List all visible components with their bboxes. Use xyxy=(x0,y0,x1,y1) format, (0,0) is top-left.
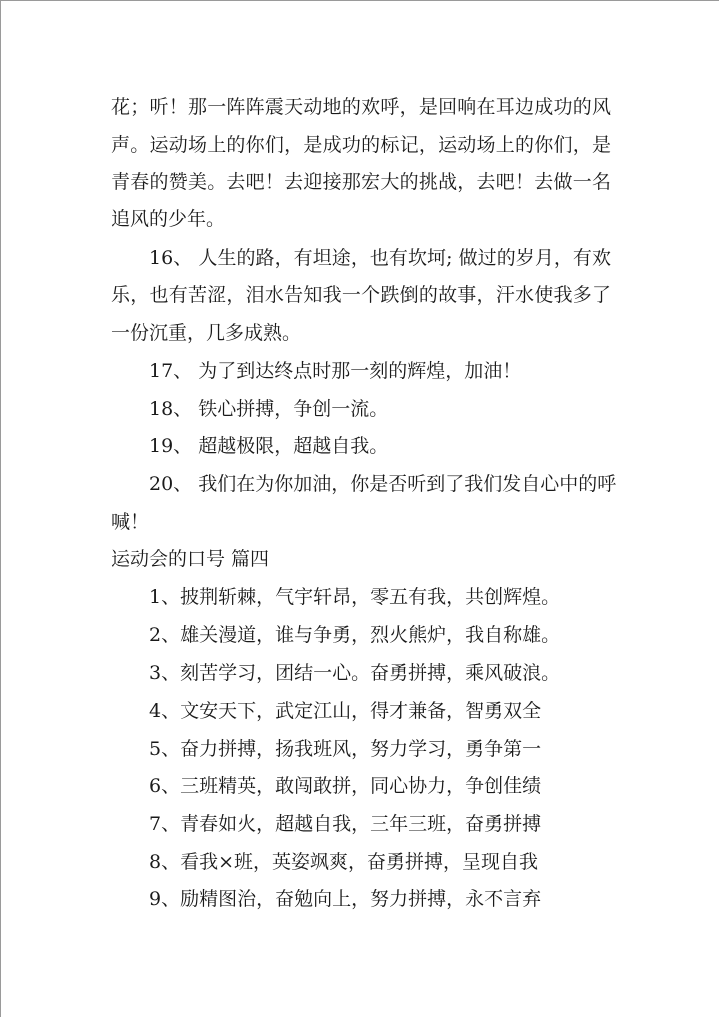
slogan-19: 19、 超越极限，超越自我。 xyxy=(149,435,389,457)
slogan-16-line-2: 乐，也有苦涩，泪水告知我一个跌倒的故事，汗水使我多了 xyxy=(111,284,611,306)
list-item: 5、奋力拼搏，扬我班风，努力学习，勇争第一 xyxy=(149,738,542,760)
text-line: 花；听！那一阵阵震天动地的欢呼，是回响在耳边成功的风 xyxy=(111,96,611,118)
slogan-17: 17、 为了到达终点时那一刻的辉煌，加油！ xyxy=(149,360,522,382)
text-line: 青春的赞美。去吧！去迎接那宏大的挑战，去吧！去做一名 xyxy=(111,171,611,193)
list-item: 7、青春如火，超越自我，三年三班，奋勇拼搏 xyxy=(149,813,542,835)
list-item: 6、三班精英，敢闯敢拼，同心协力，争创佳绩 xyxy=(149,775,542,797)
section-heading: 运动会的口号 篇四 xyxy=(111,548,270,570)
slogan-16-line-3: 一份沉重，几多成熟。 xyxy=(111,322,302,344)
slogan-16-line-1: 16、 人生的路，有坦途，也有坎坷; 做过的岁月，有欢 xyxy=(149,247,611,269)
list-item: 4、文安天下，武定江山，得才兼备，智勇双全 xyxy=(149,700,542,722)
list-item: 3、刻苦学习，团结一心。奋勇拼搏，乘风破浪。 xyxy=(149,662,561,684)
list-item: 9、励精图治，奋勉向上，努力拼搏，永不言弃 xyxy=(149,888,542,910)
slogan-18: 18、 铁心拼搏，争创一流。 xyxy=(149,398,389,420)
list-item: 1、披荆斩棘，气宇轩昂，零五有我，共创辉煌。 xyxy=(149,586,561,608)
list-item: 8、看我×班，英姿飒爽，奋勇拼搏，呈现自我 xyxy=(149,851,539,873)
slogan-20-line-2: 喊！ xyxy=(111,511,150,533)
slogan-20-line-1: 20、 我们在为你加油，你是否听到了我们发自心中的呼 xyxy=(149,473,617,495)
list-item: 2、雄关漫道，谁与争勇，烈火熊炉，我自称雄。 xyxy=(149,624,561,646)
text-line: 追风的少年。 xyxy=(111,208,226,230)
text-line: 声。运动场上的你们，是成功的标记，运动场上的你们，是 xyxy=(111,134,611,156)
